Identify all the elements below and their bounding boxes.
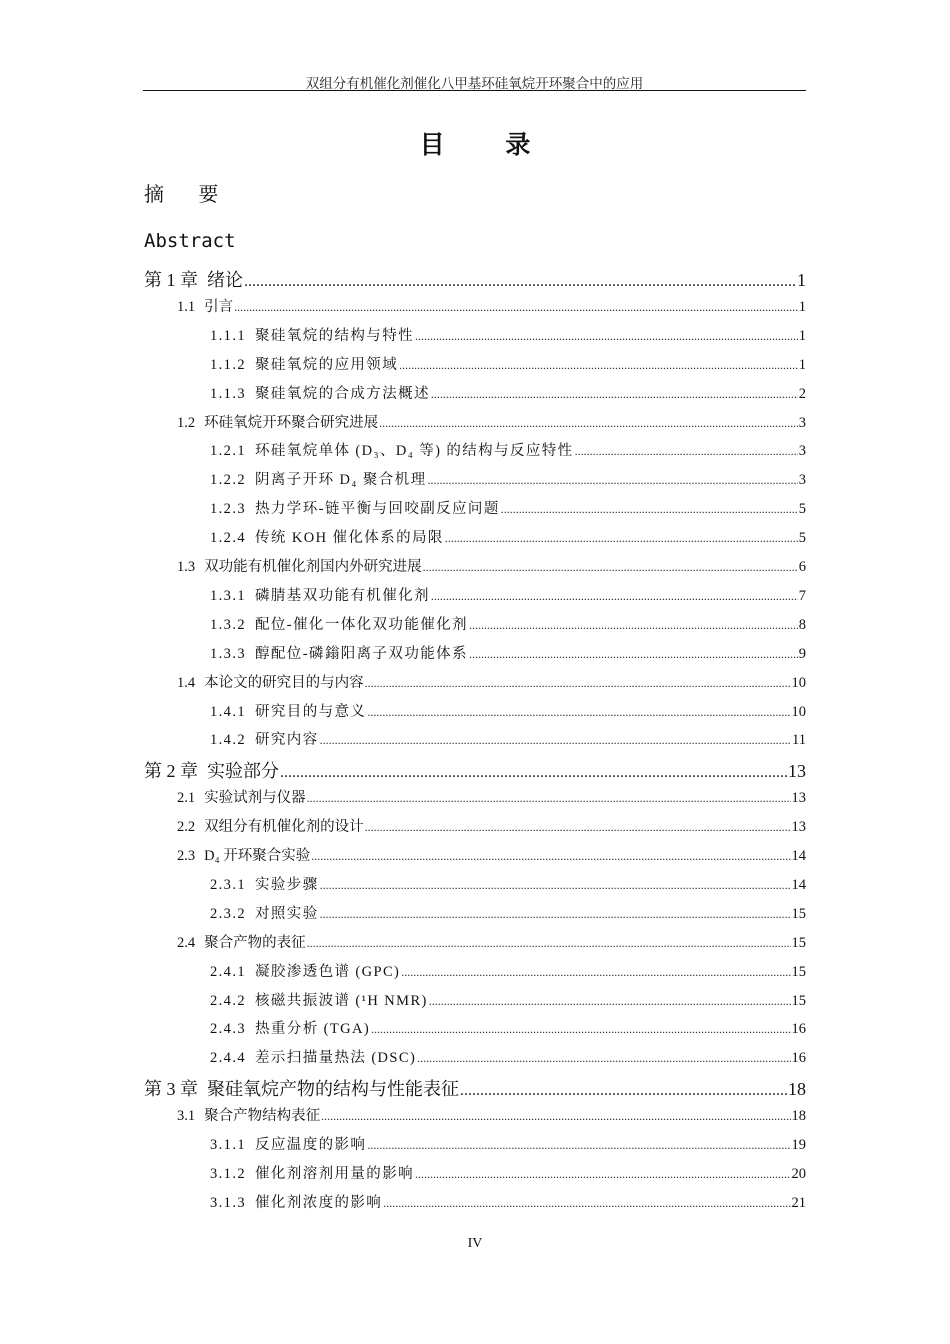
toc-dot-leader [417,1051,790,1066]
toc-dot-leader [280,764,787,782]
toc-dot-leader [320,733,791,748]
toc-entry-number: 1.4.2 [210,732,246,749]
toc-entry-title: 催化剂浓度的影响 [255,1194,383,1211]
toc-entry-page: 13 [791,819,806,836]
toc-entry-page: 2 [798,385,806,402]
toc-entry[interactable] [210,497,806,518]
toc-entry-page: 15 [791,905,806,922]
toc-entry-number: 2.4 [177,934,196,951]
toc-dot-leader [423,560,798,575]
toc-entry-number: 2.4.4 [210,1050,246,1067]
toc-entry[interactable] [210,1191,806,1212]
toc-dot-leader [244,273,796,291]
toc-dot-leader [367,705,790,720]
toc-dot-leader [311,849,790,864]
toc-entry-title: 热力学环-链平衡与回咬副反应问题 [255,501,500,518]
toc-abstract-en[interactable]: Abstract [144,230,236,252]
toc-entry-number: 2.1 [177,790,196,807]
toc-entry[interactable] [210,700,806,721]
toc-entry-number: 1.1.1 [210,327,246,344]
toc-dot-leader [365,820,791,835]
toc-entry[interactable] [210,728,806,749]
toc-entry-page: 5 [798,501,806,518]
toc-entry-number: 2.2 [177,819,196,836]
toc-dot-leader [427,473,797,488]
toc-entry-page: 5 [798,530,806,547]
toc-entry-page: 1 [798,356,806,373]
toc-entry-number: 3.1 [177,1108,196,1125]
toc-entry-title: 传统 KOH 催化体系的局限 [255,530,444,547]
toc-entry-page: 9 [798,645,806,662]
toc-entry-number: 1.2.3 [210,501,246,518]
toc-entry-page: 16 [791,1050,806,1067]
toc-entry-page: 10 [791,674,806,691]
toc-entry-page: 18 [788,1079,806,1100]
toc-entry[interactable] [177,931,806,952]
toc-entry[interactable] [210,526,806,547]
toc-entry-title: 催化剂溶剂用量的影响 [255,1165,414,1182]
toc-entry-page: 11 [792,732,806,749]
toc-entry-title: 本论文的研究目的与内容 [204,674,364,691]
toc-entry[interactable] [144,266,806,292]
toc-entry-page: 8 [798,616,806,633]
toc-dot-leader [320,878,791,893]
running-header: 双组分有机催化剂催化八甲基环硅氧烷开环聚合中的应用 [305,76,644,92]
toc-dot-leader [429,994,791,1009]
toc-entry-number: 1.4.1 [210,703,246,720]
toc-dot-leader [371,1022,790,1037]
toc-entry[interactable] [177,815,806,836]
toc-dot-leader [575,444,798,459]
toc-dot-leader [379,416,798,431]
toc-entry-page: 14 [791,876,806,893]
toc-entry-page: 18 [791,1108,806,1125]
toc-dot-leader [320,907,791,922]
toc-dot-leader [401,965,790,980]
header-rule [143,90,806,91]
toc-entry-title: 聚硅氧烷的应用领域 [255,356,399,373]
toc-entry[interactable] [210,584,806,605]
toc-entry[interactable] [210,1046,806,1067]
toc-entry-page: 3 [798,472,806,489]
toc-entry-number: 1.2 [177,414,196,431]
toc-entry[interactable] [210,902,806,923]
toc-entry-page: 15 [791,992,806,1009]
toc-entry[interactable] [210,873,806,894]
toc-entry[interactable] [210,382,806,403]
toc-entry-title: 引言 [204,298,234,315]
toc-dot-leader [415,1167,791,1182]
toc-entry-title: 研究内容 [255,732,319,749]
toc-entry-title: 绪论 [207,270,243,290]
toc-dot-leader [469,647,798,662]
toc-dot-leader [460,1082,787,1100]
toc-entry-page: 1 [797,270,806,290]
toc-entry-page: 3 [798,443,806,460]
toc-dot-leader [307,936,791,951]
toc-entry-title: 核磁共振波谱 (¹H NMR) [255,992,428,1009]
toc-entry-page: 16 [791,1021,806,1038]
toc-entry-number: 1.3 [177,559,196,575]
toc-entry-number: 1.2.1 [210,443,246,460]
toc-entry-page: 1 [798,298,806,315]
toc-dot-leader [431,387,798,402]
toc-entry-title: 聚合产物的表征 [204,934,306,951]
toc-entry-number: 1.3.3 [210,645,246,662]
toc-entry-number: 3.1.1 [210,1137,246,1153]
toc-entry-title: 环硅氧烷开环聚合研究进展 [204,414,379,431]
toc-entry-number: 第 3 章 [144,1079,198,1100]
toc-entry-title: 实验试剂与仪器 [204,790,306,807]
toc-entry-title: 聚硅氧烷的结构与特性 [255,327,414,344]
toc-entry-page: 13 [791,790,806,807]
toc-entry-number: 2.3 [177,848,196,864]
toc-entry-title: 实验部分 [207,761,279,782]
toc-entry[interactable] [210,1162,806,1183]
toc-entry-page: 20 [791,1165,806,1182]
toc-entry[interactable] [177,555,806,576]
toc-dot-leader [469,618,798,633]
toc-entry[interactable] [177,844,806,865]
toc-entry-title: D₄ 开环聚合实验 [204,848,311,864]
toc-entry-number: 2.4.1 [210,963,246,980]
toc-entry-title: 差示扫描量热法 (DSC) [255,1050,417,1067]
page-title: 目 录 [419,130,557,159]
toc-dot-leader [307,791,791,806]
toc-entry-page: 19 [791,1137,806,1153]
toc-entry-page: 14 [791,848,806,864]
toc-dot-leader [431,589,798,604]
toc-entry-number: 1.1.3 [210,385,246,402]
toc-entry-number: 3.1.2 [210,1165,246,1182]
toc-entry-number: 1.3.1 [210,587,246,604]
toc-entry-page: 1 [798,327,806,344]
toc-dot-leader [234,300,798,315]
toc-entry-number: 1.2.2 [210,472,246,489]
toc-entry[interactable] [210,468,806,489]
toc-entry-title: 环硅氧烷单体 (D₃、D₄ 等) 的结构与反应特性 [255,443,574,460]
toc-entry[interactable] [177,295,806,316]
toc-entry-title: 反应温度的影响 [255,1137,367,1153]
toc-entry-number: 1.1 [177,298,196,315]
toc-entry-page: 6 [798,559,806,575]
toc-entry-title: 对照实验 [255,905,319,922]
toc-entry[interactable] [210,439,806,460]
toc-entry-title: 凝胶渗透色谱 (GPC) [255,963,401,980]
toc-entry-number: 2.3.1 [210,876,246,893]
toc-entry[interactable] [210,324,806,345]
toc-entry-title: 聚硅氧烷的合成方法概述 [255,385,430,402]
toc-entry[interactable] [144,757,806,783]
toc-entry-number: 1.1.2 [210,356,246,373]
toc-entry-number: 第 1 章 [144,270,198,290]
toc-entry[interactable] [144,1075,806,1101]
toc-dot-leader [365,676,791,691]
toc-dot-leader [445,531,798,546]
page-number: IV [467,1236,483,1251]
toc-dot-leader [415,329,798,344]
toc-entry-title: 研究目的与意义 [255,703,367,720]
toc-entry-title: 磷腈基双功能有机催化剂 [255,587,430,604]
toc-entry-number: 1.3.2 [210,616,246,633]
toc-dot-leader [367,1138,790,1153]
toc-dot-leader [399,358,798,373]
toc-entry[interactable] [177,1104,806,1125]
toc-entry-page: 13 [788,761,806,782]
toc-entry-page: 15 [791,934,806,951]
toc-entry[interactable] [210,1133,806,1154]
toc-entry-number: 第 2 章 [144,761,198,782]
toc-entry[interactable] [177,411,806,432]
toc-entry-page: 7 [798,587,806,604]
toc-entry-title: 配位-催化一体化双功能催化剂 [255,616,468,633]
toc-entry-number: 2.4.2 [210,992,246,1009]
toc-dot-leader [501,502,798,517]
toc-entry[interactable] [210,1017,806,1038]
toc-entry[interactable] [177,786,806,807]
toc-dot-leader [383,1196,790,1211]
toc-entry-title: 聚合产物结构表征 [204,1108,321,1125]
toc-entry-number: 2.4.3 [210,1021,246,1038]
toc-entry[interactable] [177,671,806,692]
toc-entry-number: 1.4 [177,674,196,691]
toc-dot-leader [321,1109,790,1124]
toc-entry-number: 3.1.3 [210,1194,246,1211]
toc-entry-page: 3 [798,414,806,431]
toc-entry-title: 双组分有机催化剂的设计 [204,819,364,836]
toc-entry-title: 实验步骤 [255,876,319,893]
toc-abstract-zh[interactable]: 摘 要 [144,182,233,206]
toc-entry-page: 15 [791,963,806,980]
toc-entry[interactable] [210,642,806,663]
toc-entry[interactable] [210,613,806,634]
toc-entry-title: 醇配位-磷鎓阳离子双功能体系 [255,645,468,662]
toc-entry-number: 2.3.2 [210,905,246,922]
toc-entry-title: 聚硅氧烷产物的结构与性能表征 [207,1079,459,1100]
toc-entry-title: 阴离子开环 D₄ 聚合机理 [255,472,427,489]
toc-entry-page: 10 [791,703,806,720]
toc-entry-title: 双功能有机催化剂国内外研究进展 [204,559,422,575]
toc-entry-title: 热重分析 (TGA) [255,1021,371,1038]
toc-entry[interactable] [210,989,806,1010]
toc-entry[interactable] [210,960,806,981]
toc-entry-page: 21 [791,1194,806,1211]
toc-entry-number: 1.2.4 [210,530,246,547]
toc-entry[interactable] [210,353,806,374]
